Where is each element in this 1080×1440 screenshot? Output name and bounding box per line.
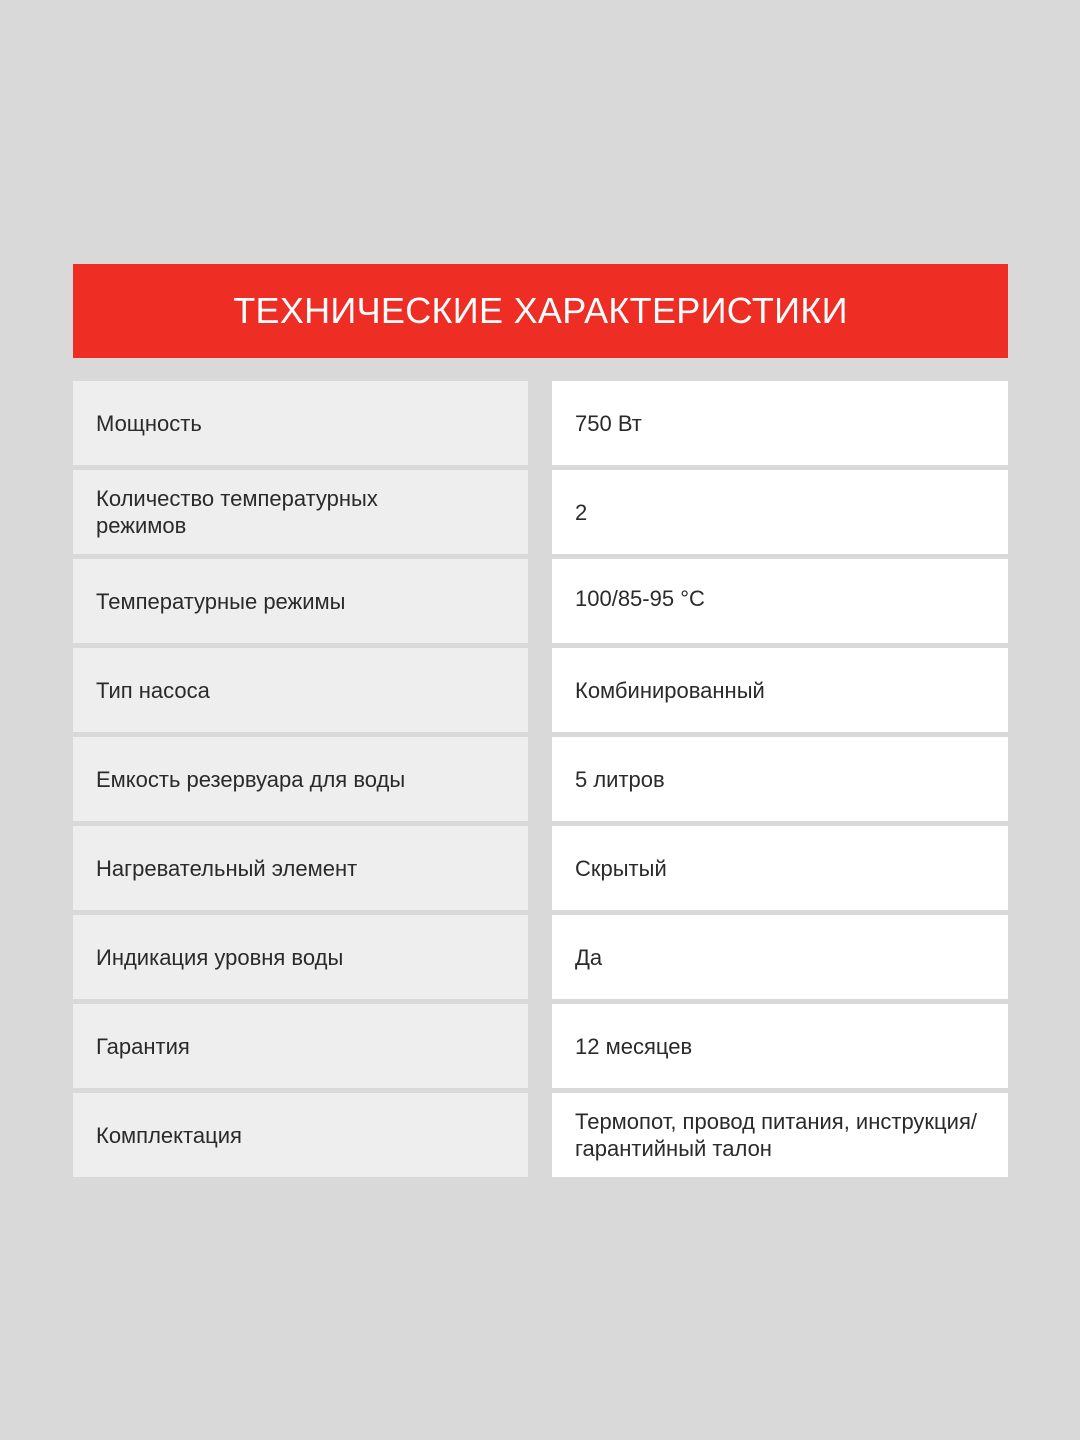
spec-label: Тип насоса	[73, 648, 528, 732]
spec-label: Гарантия	[73, 1004, 528, 1088]
spec-label: Емкость резервуара для воды	[73, 737, 528, 821]
spec-value: Да	[552, 915, 1008, 999]
spec-table	[73, 381, 1008, 1177]
spec-label: Количество температурных режимов	[73, 470, 528, 554]
spec-value: 750 Вт	[552, 381, 1008, 465]
spec-value: 2	[552, 470, 1008, 554]
table-row	[73, 915, 1008, 999]
spec-value: 100/85-95 °C	[552, 559, 1008, 643]
spec-title: ТЕХНИЧЕСКИЕ ХАРАКТЕРИСТИКИ	[233, 290, 848, 331]
table-row	[73, 470, 1008, 554]
table-row	[73, 737, 1008, 821]
spec-header	[73, 264, 1008, 358]
spec-value: 5 литров	[552, 737, 1008, 821]
table-row	[73, 1093, 1008, 1177]
spec-value: 12 месяцев	[552, 1004, 1008, 1088]
spec-label: Комплектация	[73, 1093, 528, 1177]
spec-value: Комбинированный	[552, 648, 1008, 732]
spec-label: Индикация уровня воды	[73, 915, 528, 999]
spec-label: Температурные режимы	[73, 559, 528, 643]
table-row	[73, 826, 1008, 910]
spec-label: Нагревательный элемент	[73, 826, 528, 910]
spec-value: Скрытый	[552, 826, 1008, 910]
spec-label: Мощность	[73, 381, 528, 465]
spec-value: Термопот, провод питания, инструкция/гарантийный талон	[552, 1093, 1008, 1177]
table-row	[73, 559, 1008, 643]
table-row	[73, 1004, 1008, 1088]
table-row	[73, 381, 1008, 465]
table-row	[73, 648, 1008, 732]
